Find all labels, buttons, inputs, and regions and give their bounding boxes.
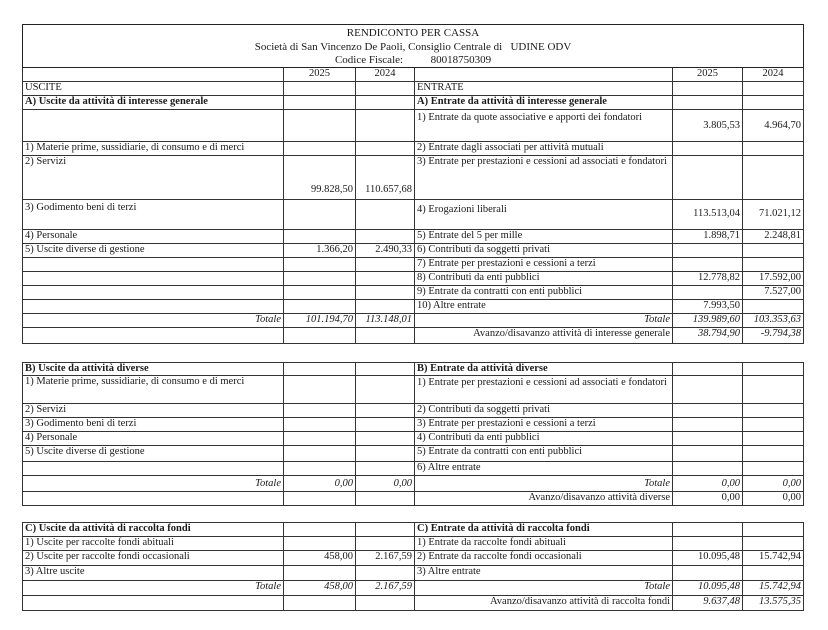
cell-empty bbox=[22, 110, 284, 142]
entrate-a-9-2024: 7.527,00 bbox=[743, 286, 804, 300]
cell-empty bbox=[284, 300, 356, 314]
entrate-a-7-label: 7) Entrate per prestazioni e cessioni a terzi bbox=[415, 258, 673, 272]
uscite-a-totale-label: Totale bbox=[22, 314, 284, 328]
cell-empty bbox=[22, 300, 284, 314]
uscite-b-3-label: 3) Godimento beni di terzi bbox=[22, 418, 284, 432]
entrate-b-totale-2025: 0,00 bbox=[673, 476, 743, 492]
entrate-a-totale-2025: 139.989,60 bbox=[673, 314, 743, 328]
uscite-b-totale-2025: 0,00 bbox=[284, 476, 356, 492]
entrate-c-1-2025 bbox=[673, 537, 743, 551]
cell-empty bbox=[356, 286, 415, 300]
year-header-u2: 2024 bbox=[356, 68, 415, 82]
entrate-a-6-label: 6) Contributi da soggetti privati bbox=[415, 244, 673, 258]
entrate-a-totale-2024: 103.353,63 bbox=[743, 314, 804, 328]
entrate-label: ENTRATE bbox=[415, 82, 673, 96]
cell-empty bbox=[284, 596, 356, 611]
cell-empty bbox=[22, 596, 284, 611]
uscite-c-totale-2025: 458,00 bbox=[284, 581, 356, 596]
entrate-c-1-label: 1) Entrate da raccolte fondi abituali bbox=[415, 537, 673, 551]
entrate-a-7-2024 bbox=[743, 258, 804, 272]
cell-empty bbox=[22, 286, 284, 300]
cell-empty bbox=[673, 446, 743, 462]
entrate-a-8-label: 8) Contributi da enti pubblici bbox=[415, 272, 673, 286]
organization-line bbox=[23, 41, 803, 54]
uscite-a-2-2024: 110.657,68 bbox=[356, 156, 415, 200]
uscite-c-3-2024 bbox=[356, 566, 415, 581]
entrate-c-3-label: 3) Altre entrate bbox=[415, 566, 673, 581]
cell-empty bbox=[22, 492, 284, 506]
uscite-a-2-label: 2) Servizi bbox=[22, 156, 284, 200]
uscite-c-2-2024: 2.167,59 bbox=[356, 551, 415, 566]
cell-empty bbox=[356, 522, 415, 537]
cell-empty bbox=[743, 362, 804, 376]
uscite-a-1-2025 bbox=[284, 142, 356, 156]
cell-empty bbox=[356, 272, 415, 286]
entrate-a-6-2024 bbox=[743, 244, 804, 258]
entrate-b-totale-label: Totale bbox=[415, 476, 673, 492]
uscite-a-5-2024: 2.490,33 bbox=[356, 244, 415, 258]
section-a-entrate-head: A) Entrate da attività di interesse generale bbox=[415, 96, 673, 110]
cell-empty bbox=[673, 522, 743, 537]
uscite-a-4-2024 bbox=[356, 230, 415, 244]
entrate-b-totale-2024: 0,00 bbox=[743, 476, 804, 492]
entrate-a-1-2024: 4.964,70 bbox=[743, 110, 804, 142]
year-header-u1: 2025 bbox=[284, 68, 356, 82]
uscite-b-totale-2024: 0,00 bbox=[356, 476, 415, 492]
entrate-a-totale-label: Totale bbox=[415, 314, 673, 328]
uscite-a-totale-2024: 113.148,01 bbox=[356, 314, 415, 328]
organization-city: UDINE ODV bbox=[510, 41, 572, 53]
entrate-a-8-2024: 17.592,00 bbox=[743, 272, 804, 286]
cell-empty bbox=[743, 522, 804, 537]
uscite-a-3-2024 bbox=[356, 200, 415, 230]
cell-empty bbox=[743, 432, 804, 446]
entrate-c-totale-2024: 15.742,94 bbox=[743, 581, 804, 596]
uscite-a-5-label: 5) Uscite diverse di gestione bbox=[22, 244, 284, 258]
entrate-a-10-2025: 7.993,50 bbox=[673, 300, 743, 314]
fiscal-code-line bbox=[23, 54, 803, 67]
entrate-a-9-label: 9) Entrate da contratti con enti pubblici bbox=[415, 286, 673, 300]
uscite-b-5-label: 5) Uscite diverse di gestione bbox=[22, 446, 284, 462]
cell-empty bbox=[284, 446, 356, 462]
entrate-a-4-2025: 113.513,04 bbox=[673, 200, 743, 230]
entrate-a-5-2024: 2.248,81 bbox=[743, 230, 804, 244]
uscite-a-totale-2025: 101.194,70 bbox=[284, 314, 356, 328]
year-header-e2: 2024 bbox=[743, 68, 804, 82]
cell-empty bbox=[743, 446, 804, 462]
avanzo-b-2025: 0,00 bbox=[673, 492, 743, 506]
section-c-entrate-head: C) Entrate da attività di raccolta fondi bbox=[415, 522, 673, 537]
uscite-c-totale-2024: 2.167,59 bbox=[356, 581, 415, 596]
avanzo-a-2024: -9.794,38 bbox=[743, 328, 804, 344]
cell-empty bbox=[356, 110, 415, 142]
cell-empty bbox=[284, 82, 356, 96]
entrate-b-4-label: 4) Contributi da enti pubblici bbox=[415, 432, 673, 446]
cell-empty bbox=[356, 300, 415, 314]
entrate-b-3-label: 3) Entrate per prestazioni e cessioni a terzi bbox=[415, 418, 673, 432]
cell-empty bbox=[284, 418, 356, 432]
cell-empty bbox=[673, 96, 743, 110]
uscite-c-1-label: 1) Uscite per raccolte fondi abituali bbox=[22, 537, 284, 551]
uscite-a-2-2025: 99.828,50 bbox=[284, 156, 356, 200]
entrate-a-2-2025 bbox=[673, 142, 743, 156]
cell-empty bbox=[673, 376, 743, 404]
entrate-a-1-2025: 3.805,53 bbox=[673, 110, 743, 142]
uscite-a-1-2024 bbox=[356, 142, 415, 156]
avanzo-a-label: Avanzo/disavanzo attività di interesse generale bbox=[415, 328, 673, 344]
entrate-a-4-label: 4) Erogazioni liberali bbox=[415, 200, 673, 230]
cell-empty bbox=[356, 418, 415, 432]
cell-empty bbox=[356, 328, 415, 344]
avanzo-b-2024: 0,00 bbox=[743, 492, 804, 506]
cell-empty bbox=[743, 82, 804, 96]
section-b-entrate-head: B) Entrate da attività diverse bbox=[415, 362, 673, 376]
section-b-uscite-head: B) Uscite da attività diverse bbox=[22, 362, 284, 376]
cell-empty bbox=[284, 432, 356, 446]
cell-empty bbox=[743, 404, 804, 418]
avanzo-c-2025: 9.637,48 bbox=[673, 596, 743, 611]
entrate-c-2-2025: 10.095,48 bbox=[673, 551, 743, 566]
uscite-c-totale-label: Totale bbox=[22, 581, 284, 596]
entrate-a-2-2024 bbox=[743, 142, 804, 156]
cell-empty bbox=[284, 258, 356, 272]
entrate-a-7-2025 bbox=[673, 258, 743, 272]
cell-empty bbox=[356, 96, 415, 110]
year-header-e1: 2025 bbox=[673, 68, 743, 82]
cell-empty bbox=[284, 362, 356, 376]
cell-empty bbox=[356, 446, 415, 462]
cell-empty bbox=[284, 286, 356, 300]
cell-empty bbox=[673, 432, 743, 446]
entrate-a-2-label: 2) Entrate dagli associati per attività mutuali bbox=[415, 142, 673, 156]
report-title: RENDICONTO PER CASSA bbox=[346, 27, 480, 39]
cell-empty bbox=[22, 272, 284, 286]
cell-empty bbox=[356, 462, 415, 476]
cell-empty bbox=[673, 404, 743, 418]
cell-empty bbox=[284, 96, 356, 110]
uscite-c-2-2025: 458,00 bbox=[284, 551, 356, 566]
uscite-b-totale-label: Totale bbox=[22, 476, 284, 492]
cell-empty bbox=[356, 596, 415, 611]
uscite-a-5-2025: 1.366,20 bbox=[284, 244, 356, 258]
cell-empty bbox=[356, 432, 415, 446]
cell-empty bbox=[284, 462, 356, 476]
uscite-c-1-2024 bbox=[356, 537, 415, 551]
uscite-b-2-label: 2) Servizi bbox=[22, 404, 284, 418]
cell-empty bbox=[356, 258, 415, 272]
cell-empty bbox=[356, 492, 415, 506]
entrate-b-5-label: 5) Entrate da contratti con enti pubblici bbox=[415, 446, 673, 462]
entrate-c-2-2024: 15.742,94 bbox=[743, 551, 804, 566]
uscite-c-1-2025 bbox=[284, 537, 356, 551]
cell-empty bbox=[356, 82, 415, 96]
entrate-a-4-2024: 71.021,12 bbox=[743, 200, 804, 230]
cell-empty bbox=[743, 418, 804, 432]
entrate-c-totale-label: Totale bbox=[415, 581, 673, 596]
cell-empty bbox=[356, 376, 415, 404]
entrate-a-9-2025 bbox=[673, 286, 743, 300]
uscite-c-2-label: 2) Uscite per raccolte fondi occasionali bbox=[22, 551, 284, 566]
uscite-c-3-2025 bbox=[284, 566, 356, 581]
uscite-b-1-label: 1) Materie prime, sussidiarie, di consumo e di merci bbox=[22, 376, 284, 404]
entrate-a-1-label: 1) Entrate da quote associative e apporti dei fondatori bbox=[415, 110, 673, 142]
uscite-label: USCITE bbox=[22, 82, 284, 96]
entrate-c-2-label: 2) Entrate da raccolte fondi occasionali bbox=[415, 551, 673, 566]
cell-empty bbox=[673, 462, 743, 476]
entrate-a-5-label: 5) Entrate del 5 per mille bbox=[415, 230, 673, 244]
cell-empty bbox=[284, 328, 356, 344]
cell-empty bbox=[284, 110, 356, 142]
entrate-a-3-2024 bbox=[743, 156, 804, 200]
entrate-a-3-label: 3) Entrate per prestazioni e cessioni ad associati e fondatori bbox=[415, 156, 673, 200]
cell-empty bbox=[673, 418, 743, 432]
uscite-a-3-2025 bbox=[284, 200, 356, 230]
cell-empty bbox=[743, 376, 804, 404]
cell-empty bbox=[22, 68, 284, 82]
organization-name: Società di San Vincenzo De Paoli, Consiglio Centrale di bbox=[254, 41, 503, 53]
uscite-a-4-label: 4) Personale bbox=[22, 230, 284, 244]
cell-empty bbox=[356, 362, 415, 376]
uscite-c-3-label: 3) Altre uscite bbox=[22, 566, 284, 581]
cell-empty bbox=[673, 362, 743, 376]
entrate-b-2-label: 2) Contributi da soggetti privati bbox=[415, 404, 673, 418]
entrate-a-8-2025: 12.778,82 bbox=[673, 272, 743, 286]
cell-empty bbox=[284, 492, 356, 506]
entrate-a-10-2024 bbox=[743, 300, 804, 314]
uscite-b-4-label: 4) Personale bbox=[22, 432, 284, 446]
cell-empty bbox=[284, 272, 356, 286]
cell-empty bbox=[284, 404, 356, 418]
uscite-a-1-label: 1) Materie prime, sussidiarie, di consumo e di merci bbox=[22, 142, 284, 156]
uscite-a-3-label: 3) Godimento beni di terzi bbox=[22, 200, 284, 230]
entrate-b-6-label: 6) Altre entrate bbox=[415, 462, 673, 476]
avanzo-c-2024: 13.575,35 bbox=[743, 596, 804, 611]
cell-empty bbox=[22, 328, 284, 344]
report-header bbox=[22, 24, 804, 68]
entrate-a-3-2025 bbox=[673, 156, 743, 200]
cell-empty bbox=[743, 462, 804, 476]
uscite-a-4-2025 bbox=[284, 230, 356, 244]
avanzo-a-2025: 38.794,90 bbox=[673, 328, 743, 344]
cell-empty bbox=[284, 376, 356, 404]
entrate-a-6-2025 bbox=[673, 244, 743, 258]
entrate-a-5-2025: 1.898,71 bbox=[673, 230, 743, 244]
cell-empty bbox=[284, 522, 356, 537]
avanzo-c-label: Avanzo/disavanzo attività di raccolta fondi bbox=[415, 596, 673, 611]
cell-empty bbox=[356, 404, 415, 418]
cell-empty bbox=[22, 462, 284, 476]
cell-empty bbox=[22, 258, 284, 272]
entrate-c-3-2025 bbox=[673, 566, 743, 581]
entrate-c-3-2024 bbox=[743, 566, 804, 581]
avanzo-b-label: Avanzo/disavanzo attività diverse bbox=[415, 492, 673, 506]
cell-empty bbox=[673, 82, 743, 96]
section-c-uscite-head: C) Uscite da attività di raccolta fondi bbox=[22, 522, 284, 537]
fiscal-code-value: 80018750309 bbox=[430, 54, 492, 66]
entrate-a-10-label: 10) Altre entrate bbox=[415, 300, 673, 314]
cell-empty bbox=[415, 68, 673, 82]
section-a-uscite-head: A) Uscite da attività di interesse generale bbox=[22, 96, 284, 110]
fiscal-code-label: Codice Fiscale: bbox=[334, 54, 404, 66]
entrate-c-totale-2025: 10.095,48 bbox=[673, 581, 743, 596]
entrate-c-1-2024 bbox=[743, 537, 804, 551]
cell-empty bbox=[743, 96, 804, 110]
entrate-b-1-label: 1) Entrate per prestazioni e cessioni ad associati e fondatori bbox=[415, 376, 673, 404]
